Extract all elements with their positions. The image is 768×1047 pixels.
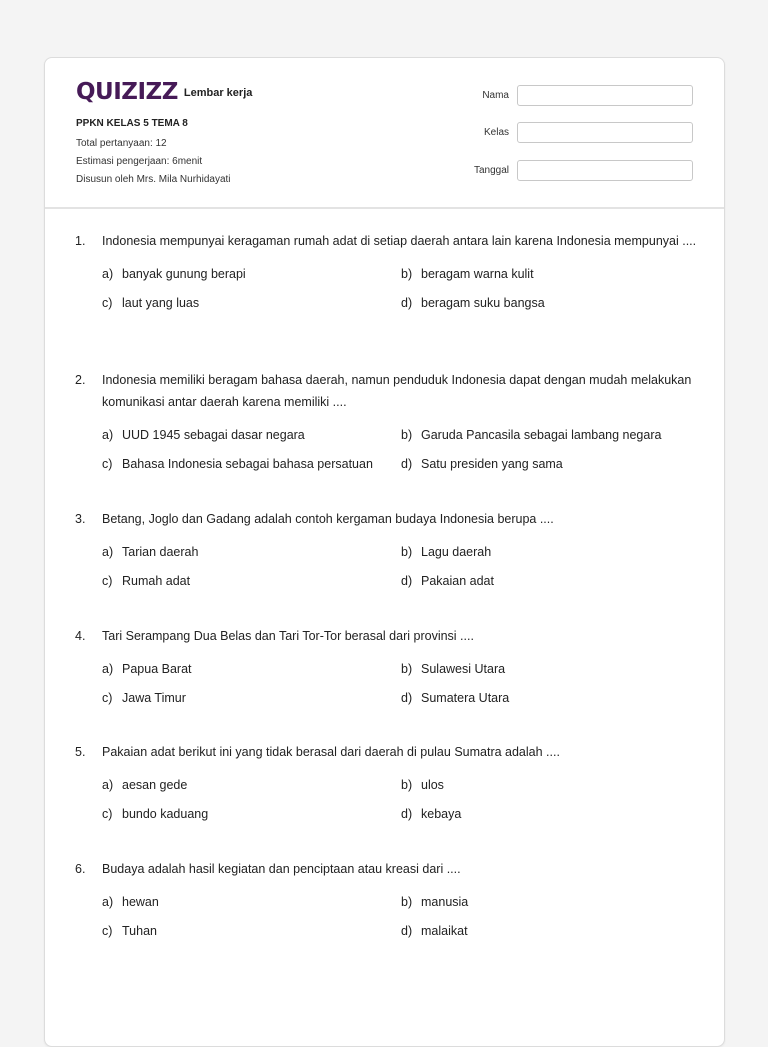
option-a: a) Tarian daerah: [102, 545, 199, 559]
question-item: [75, 508, 701, 592]
options-grid: [102, 424, 701, 475]
class-field-row: [457, 122, 693, 143]
date-field[interactable]: [517, 160, 693, 181]
worksheet-page: [44, 57, 725, 1047]
class-field[interactable]: [517, 122, 693, 143]
author: Disusun oleh Mrs. Mila Nurhidayati: [76, 174, 231, 185]
question-text: Tari Serampang Dua Belas dan Tari Tor-Tor berasal dari provinsi ....: [102, 629, 474, 643]
question-item: [75, 625, 701, 709]
question-item: [75, 858, 701, 942]
question-text: Pakaian adat berikut ini yang tidak berasal dari daerah di pulau Sumatra adalah ....: [102, 745, 560, 759]
options-grid: [102, 658, 701, 709]
quizizz-logo: QUIZIZZ: [76, 79, 178, 105]
option-b: b) Sulawesi Utara: [401, 662, 506, 676]
name-label: Nama: [482, 90, 509, 101]
question-text: Indonesia mempunyai keragaman rumah adat di setiap daerah antara lain karena Indonesia mempunyai ....: [102, 234, 697, 248]
question-number: 2.: [75, 373, 86, 387]
option-c: c) laut yang luas: [102, 296, 200, 310]
question-number: 3.: [75, 512, 86, 526]
option-c: c) bundo kaduang: [102, 807, 209, 821]
options-grid: [102, 774, 701, 825]
name-field-row: [457, 85, 693, 106]
brand-row: [76, 80, 252, 104]
question-item: [75, 741, 701, 825]
question-number: 1.: [75, 234, 86, 248]
option-b: b) Lagu daerah: [401, 545, 492, 559]
options-grid: [102, 263, 701, 314]
option-c: c) Rumah adat: [102, 574, 191, 588]
option-d: d) beragam suku bangsa: [401, 296, 545, 310]
option-a: a) hewan: [102, 895, 159, 909]
question-text: Betang, Joglo dan Gadang adalah contoh kergaman budaya Indonesia berupa ....: [102, 512, 554, 526]
estimated-time: Estimasi pengerjaan: 6menit: [76, 156, 203, 167]
question-item: [75, 230, 701, 314]
date-label: Tanggal: [473, 165, 509, 176]
option-a: a) Papua Barat: [102, 662, 192, 676]
question-number: 6.: [75, 862, 86, 876]
option-b: b) ulos: [401, 778, 444, 792]
date-field-row: [457, 160, 693, 181]
options-grid: [102, 541, 701, 592]
option-d: d) Pakaian adat: [401, 574, 494, 588]
option-a: a) banyak gunung berapi: [102, 267, 246, 281]
option-d: d) kebaya: [401, 807, 462, 821]
question-text: Budaya adalah hasil kegiatan dan penciptaan atau kreasi dari ....: [102, 862, 461, 876]
question-text: Indonesia memiliki beragam bahasa daerah, namun penduduk Indonesia dapat dengan mudah melakukan komunikasi antar daerah karena memiliki ....: [102, 373, 692, 409]
class-label: Kelas: [483, 127, 509, 138]
option-d: d) Satu presiden yang sama: [401, 457, 563, 471]
option-c: c) Tuhan: [102, 924, 157, 938]
option-a: a) aesan gede: [102, 778, 188, 792]
option-b: b) Garuda Pancasila sebagai lambang negara: [401, 428, 662, 442]
doc-type-label: Lembar kerja: [183, 87, 253, 99]
option-a: a) UUD 1945 sebagai dasar negara: [102, 428, 305, 442]
option-b: b) beragam warna kulit: [401, 267, 534, 281]
total-questions: Total pertanyaan: 12: [76, 138, 167, 149]
worksheet-header: [45, 58, 724, 209]
option-d: d) Sumatera Utara: [401, 691, 510, 705]
option-c: c) Jawa Timur: [102, 691, 186, 705]
options-grid: [102, 891, 701, 942]
worksheet-meta: [76, 117, 231, 189]
name-field[interactable]: [517, 85, 693, 106]
option-c: c) Bahasa Indonesia sebagai bahasa persatuan: [102, 457, 373, 471]
question-item: [75, 369, 701, 475]
option-d: d) malaikat: [401, 924, 468, 938]
worksheet-title: PPKN KELAS 5 TEMA 8: [76, 118, 188, 129]
question-number: 5.: [75, 745, 86, 759]
option-b: b) manusia: [401, 895, 469, 909]
question-number: 4.: [75, 629, 86, 643]
